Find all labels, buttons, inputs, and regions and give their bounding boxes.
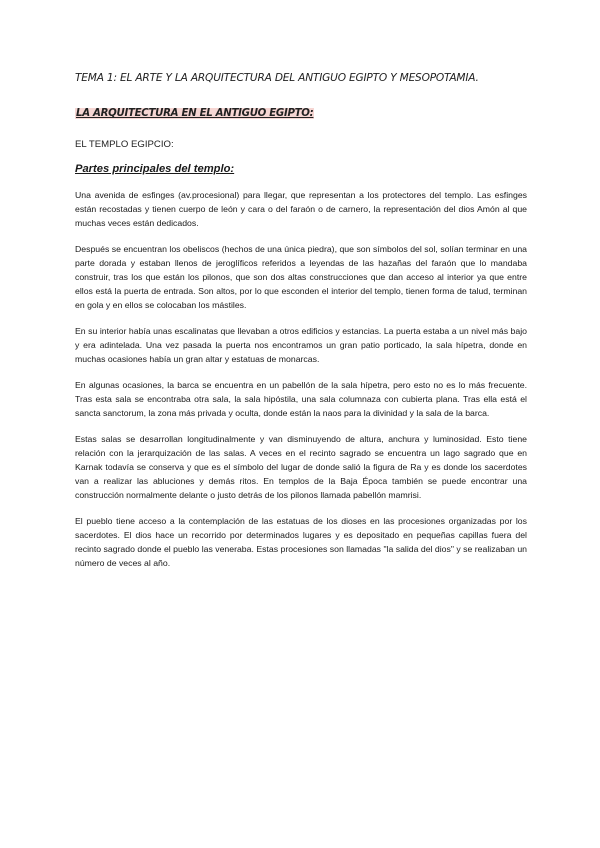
paragraph-barque: En algunas ocasiones, la barca se encuentra en un pabellón de la sala hípetra, pero esto no es lo más frecuente. Tras esta sala se encontraba otra sala, la sala hipóstila, una sala columnaza con cubierta plana. Tras ella está el sancta sanctorum, la zona más privada y oculta, donde están la naos para la divinidad y la sala de la barca. bbox=[75, 380, 527, 418]
paragraph-sphinx-avenue: Una avenida de esfinges (av.procesional) para llegar, que representan a los protectores del templo. Las esfinges están recostadas y tienen cuerpo de león y cara o del faraón o de carnero, la representación del dios Amón al que muchas veces están dedicados. bbox=[75, 190, 527, 228]
paragraph-interior: En su interior había unas escalinatas que llevaban a otros edificios y estancias. La puerta estaba a un nivel más bajo y era adintelada. Una vez pasada la puerta nos encontramos un gran patio porticado, la sala hípetra, donde en muchas ocasiones había un gran altar y estatuas de monarcas. bbox=[75, 326, 527, 364]
paragraph-rooms: Estas salas se desarrollan longitudinalmente y van disminuyendo de altura, anchura y luminosidad. Esto tiene relación con la jerarquización de las salas. A veces en el recinto sagrado se encuentra un lago sagrado que en Karnak todavía se conserva y que es el símbolo del lugar de donde salió la figura de Ra y es donde los sacerdotes van a realizar las abluciones y demás ritos. En templos de la Baja Época también se puede encontrar una construcción normalmente delante o justo detrás de los pilonos llamada pabellón mamrisi. bbox=[75, 434, 527, 500]
paragraph-obelisks: Después se encuentran los obeliscos (hechos de una única piedra), que son símbolos del sol, solían terminar en una parte dorada y estaban llenos de jeroglíficos referidos a leyendas de las hazañas del faraón que lo mandaba construir, tras los que están los pilonos, que son dos altas construcciones que dan acceso al interior ya que entre ellos está la puerta de entrada. Son altos, por lo que esconden el interior del templo, tienen forma de talud, terminan en gola y en ellos se colocaban los mástiles. bbox=[75, 244, 527, 310]
body-text bbox=[75, 188, 527, 582]
subtitle: EL TEMPLO EGIPCIO: bbox=[75, 139, 174, 150]
parts-heading: Partes principales del templo: bbox=[75, 163, 235, 175]
document-title: TEMA 1: EL ARTE Y LA ARQUITECTURA DEL ANTIGUO EGIPTO Y MESOPOTAMIA. bbox=[75, 72, 479, 84]
section-heading: LA ARQUITECTURA EN EL ANTIGUO EGIPTO: bbox=[76, 108, 314, 119]
paragraph-procession: El pueblo tiene acceso a la contemplación de las estatuas de los dioses en las procesiones organizadas por los sacerdotes. El dios hace un recorrido por determinados lugares y es depositado en pequeñas capillas fuera del recinto sagrado donde el pueblo las veneraba. Estas procesiones son llamadas "la salida del dios" y se realizaban un número de veces al año. bbox=[75, 516, 527, 568]
